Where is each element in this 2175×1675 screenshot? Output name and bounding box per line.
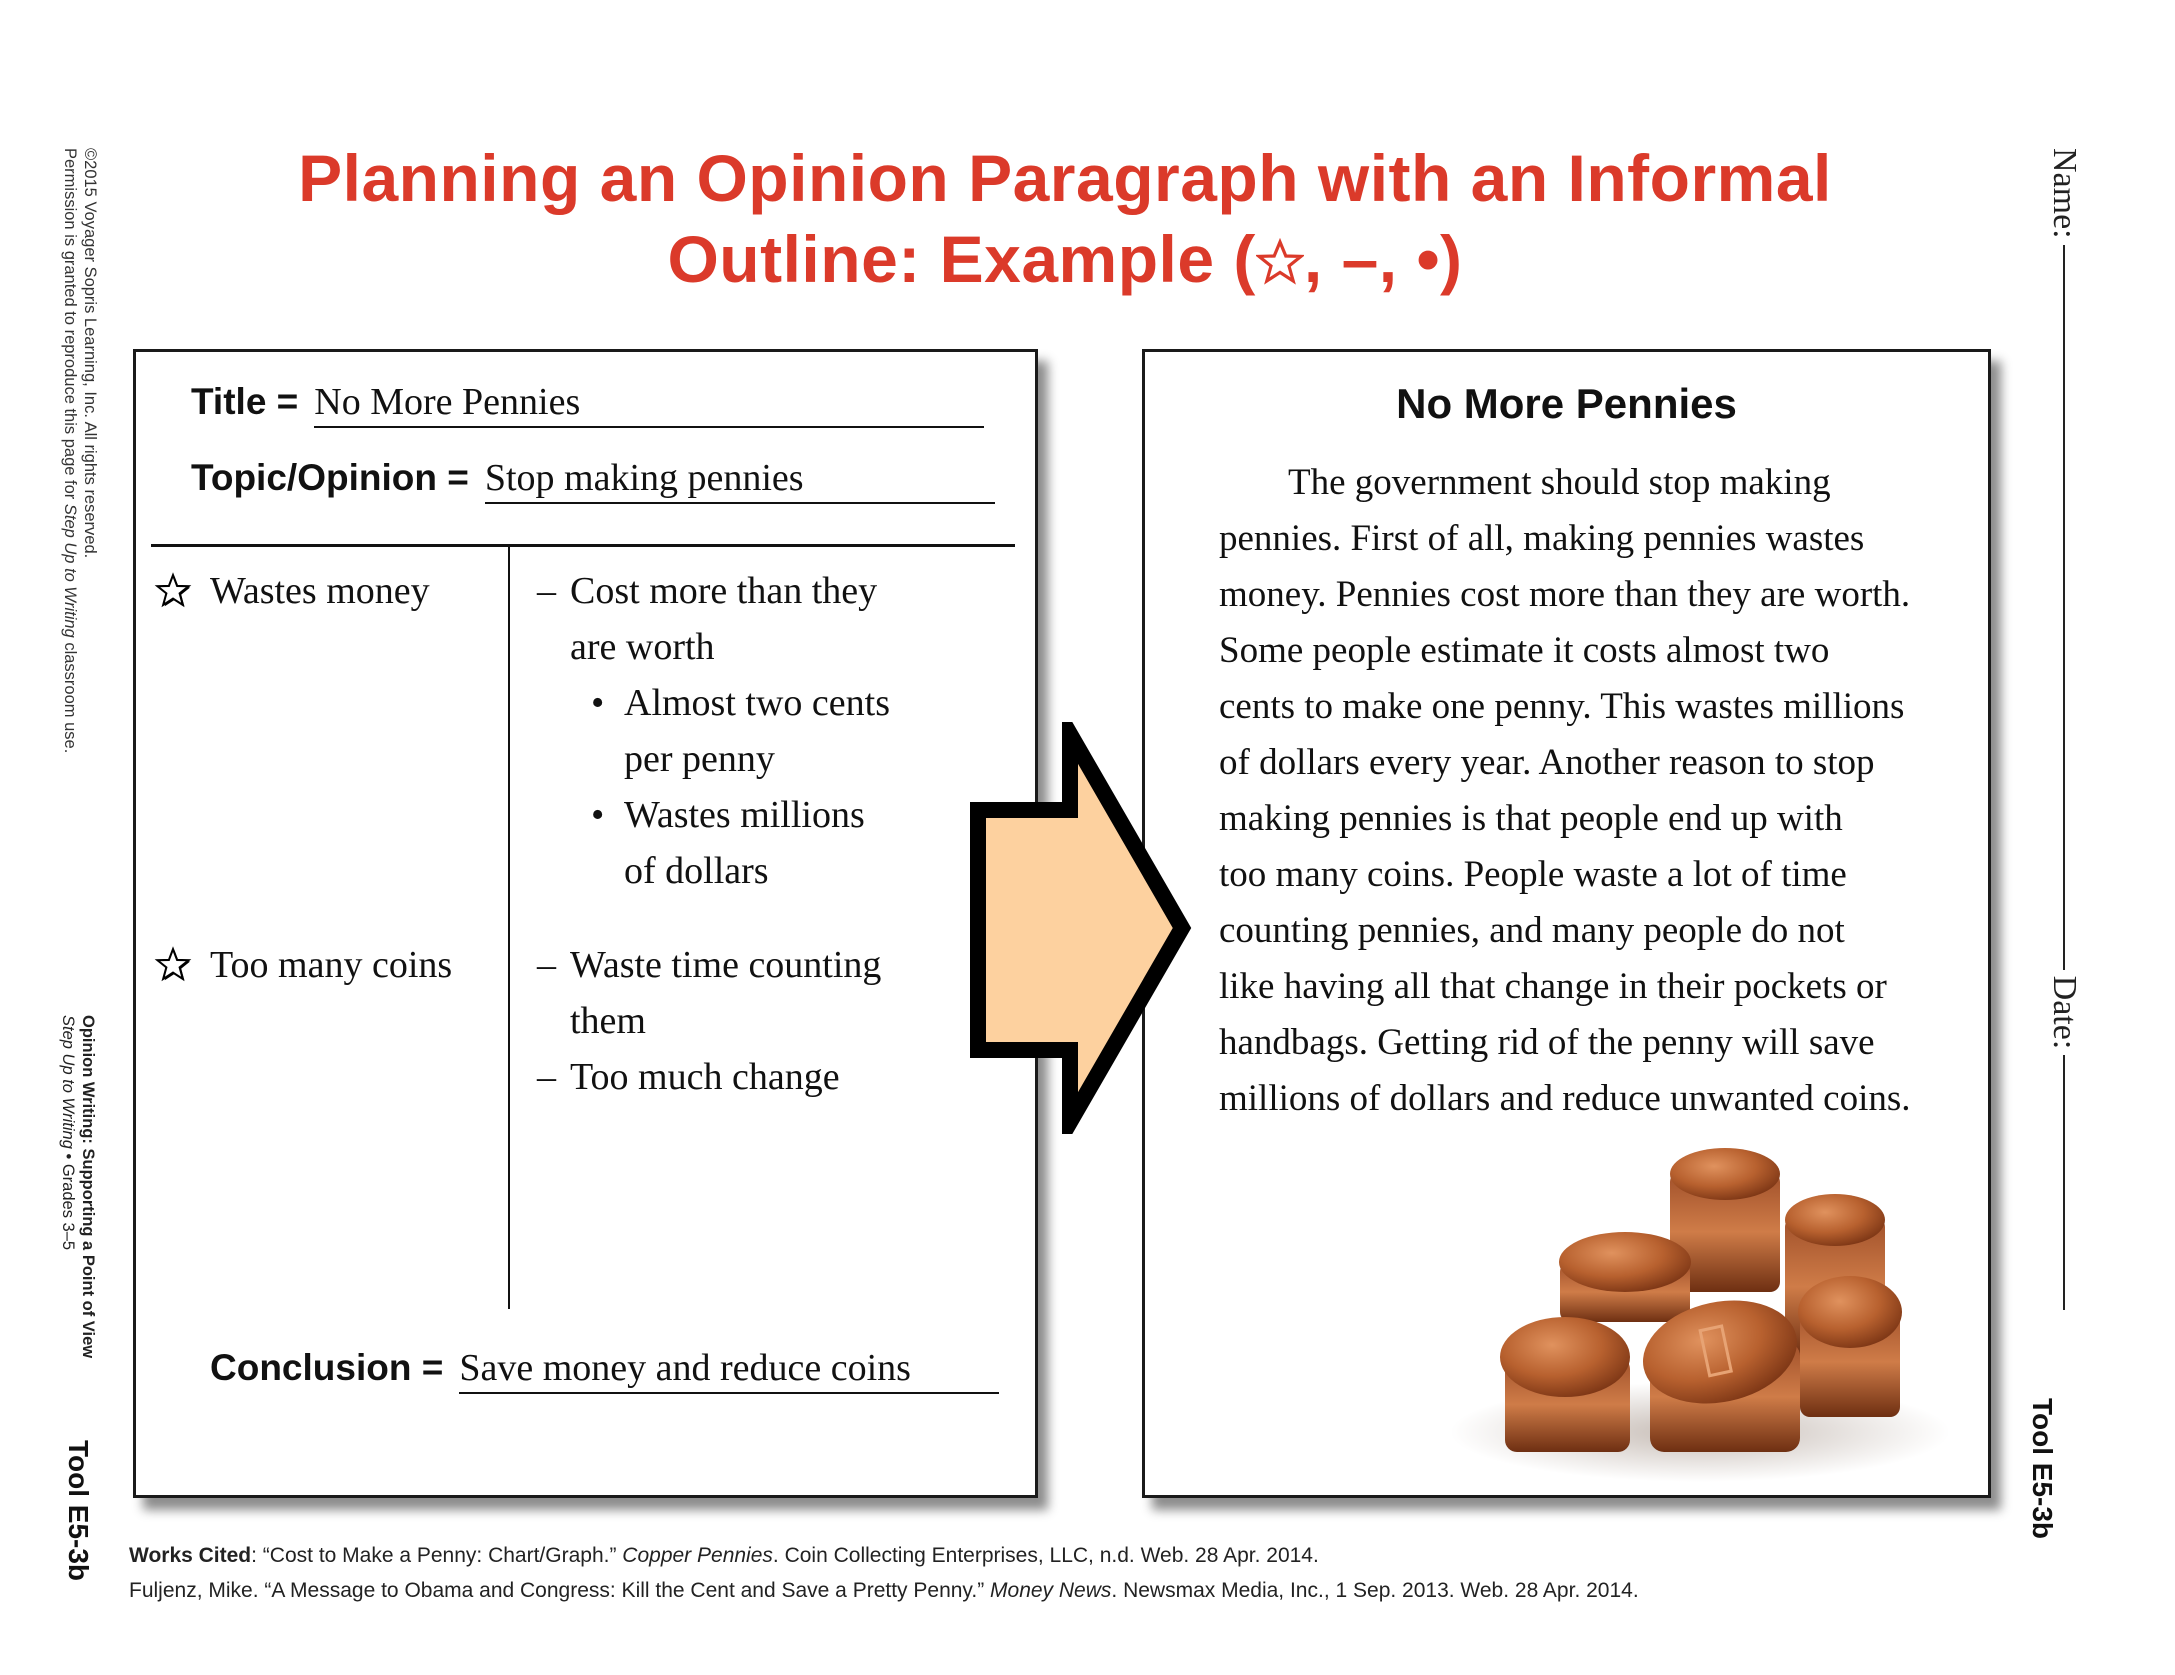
detail-1-3-line-2: of dollars (624, 850, 769, 892)
title-value: No More Pennies (314, 380, 984, 428)
arrow-right-icon (968, 722, 1208, 1134)
page-title-line-2: Outline: Example ( , –, •) (667, 222, 1463, 296)
essay-line: Some people estimate it costs almost two (1219, 630, 1830, 671)
tool-id-right: Tool E5-3b (2027, 1398, 2058, 1540)
title-label: Title = (191, 381, 299, 422)
citation-1: Works Cited: “Cost to Make a Penny: Chart/Graph.” Copper Pennies. Coin Collecting Enterprises, LLC, n.d. Web. 28 Apr. 2014. (129, 1544, 1319, 1567)
bullet-icon: • (591, 794, 605, 836)
essay-line: cents to make one penny. This wastes millions (1219, 686, 1905, 727)
detail-1-1-line-2: are worth (570, 626, 715, 668)
conclusion-field (210, 1346, 999, 1394)
star-outline-icon (1256, 238, 1304, 286)
essay-line: millions of dollars and reduce unwanted coins. (1219, 1078, 1911, 1119)
outline-box (133, 349, 1038, 1498)
conclusion-value: Save money and reduce coins (459, 1346, 999, 1394)
detail-2-1-line-2: them (570, 1000, 646, 1042)
essay-line: like having all that change in their pockets or (1219, 966, 1887, 1007)
page-title (0, 138, 2130, 300)
star-icon (154, 572, 192, 610)
essay-line: The government should stop making (1288, 462, 1831, 503)
works-cited (129, 1538, 1639, 1608)
essay-line: counting pennies, and many people do not (1219, 910, 1845, 951)
main-point-2: Too many coins (210, 944, 453, 986)
detail-2-2-line-1: Too much change (570, 1056, 840, 1098)
essay-line: making pennies is that people end up with (1219, 798, 1843, 839)
date-label: Date: (2046, 975, 2083, 1050)
essay-line: handbags. Getting rid of the penny will save (1219, 1022, 1875, 1063)
name-label: Name: (2046, 148, 2083, 239)
topic-field (191, 456, 995, 504)
name-date-fields (2046, 148, 2082, 1316)
essay-paragraph (1219, 455, 1959, 1127)
essay-title: No More Pennies (1396, 380, 1737, 427)
detail-1-2-line-1: Almost two cents (624, 682, 890, 724)
detail-dash: – (537, 570, 556, 612)
pennies-image (1430, 1132, 1970, 1492)
conclusion-label: Conclusion = (210, 1347, 444, 1388)
copyright-notice: ©2015 Voyager Sopris Learning, Inc. All rights reserved. Permission is granted to reproduce this page for Step Up to Writing classroom use. (61, 148, 99, 754)
star-icon (154, 946, 192, 984)
name-line[interactable] (2063, 245, 2065, 970)
essay-line: pennies. First of all, making pennies wastes (1219, 518, 1865, 559)
series-info: Opinion Writing: Supporting a Point of View Step Up to Writing • Grades 3–5 (59, 1015, 97, 1359)
bullet-icon: • (591, 682, 605, 724)
detail-1-2-line-2: per penny (624, 738, 775, 780)
date-line[interactable] (2063, 1055, 2065, 1310)
title-field (191, 380, 984, 428)
topic-label: Topic/Opinion = (191, 457, 469, 498)
essay-line: money. Pennies cost more than they are worth. (1219, 574, 1911, 615)
tool-id-left: Tool E5-3b (63, 1440, 94, 1582)
main-point-1: Wastes money (210, 570, 430, 612)
page-title-line-1: Planning an Opinion Paragraph with an Informal (298, 141, 1832, 215)
essay-line: too many coins. People waste a lot of time (1219, 854, 1847, 895)
detail-2-1-line-1: Waste time counting (570, 944, 882, 986)
paragraph-box (1142, 349, 1991, 1498)
topic-value: Stop making pennies (485, 456, 995, 504)
detail-1-3-line-1: Wastes millions (624, 794, 865, 836)
essay-line: of dollars every year. Another reason to stop (1219, 742, 1875, 783)
detail-dash: – (537, 1056, 556, 1098)
outline-horizontal-divider (151, 544, 1015, 547)
citation-2: Fuljenz, Mike. “A Message to Obama and Congress: Kill the Cent and Save a Pretty Penny.” Money News. Newsmax Media, Inc., 1 Sep. 2013. Web. 28 Apr. 2014. (129, 1579, 1639, 1602)
detail-1-1-line-1: Cost more than they (570, 570, 878, 612)
detail-dash: – (537, 944, 556, 986)
arrow-shape (978, 734, 1182, 1122)
outline-vertical-divider (508, 544, 510, 1309)
